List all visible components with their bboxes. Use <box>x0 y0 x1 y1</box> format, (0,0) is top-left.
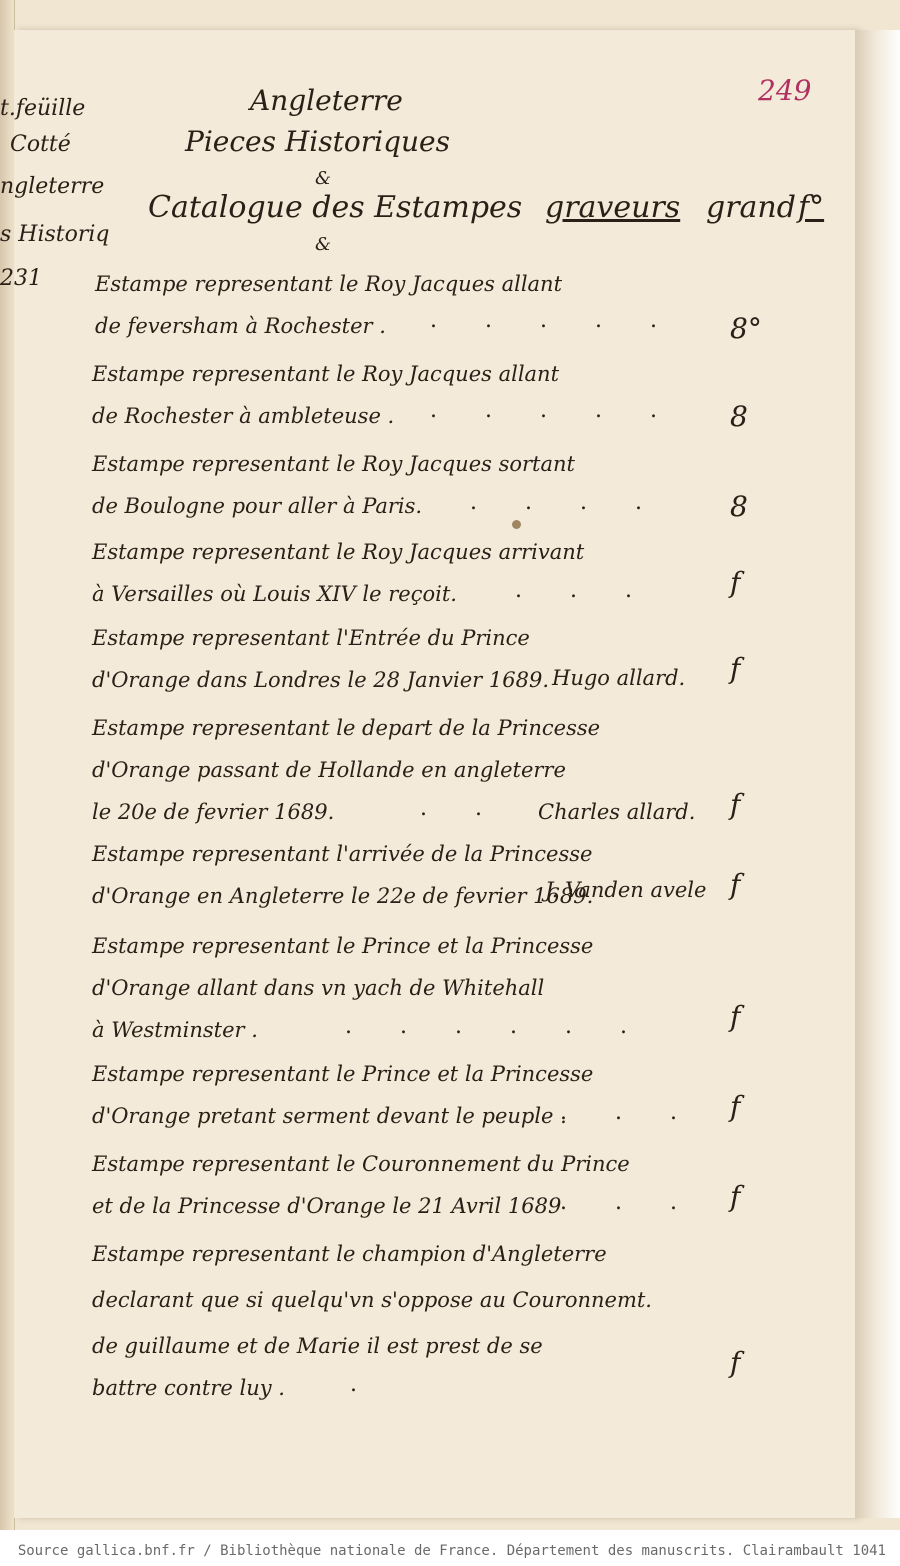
margin-note: Cotté <box>10 132 71 157</box>
format-mark: 8 <box>730 490 748 523</box>
leader-dots: .. <box>420 796 530 821</box>
entry-line: Estampe representant l'arrivée de la Princesse <box>92 842 593 866</box>
entry-line: declarant que si quelqu'vn s'oppose au Couronnemt. <box>92 1288 652 1312</box>
entry-line: le 20e de fevrier 1689. <box>92 800 335 824</box>
column-folio: f° <box>798 190 825 225</box>
heading-angleterre: Angleterre <box>250 84 403 117</box>
entry-line: de Boulogne pour aller à Paris. <box>92 494 423 518</box>
format-mark: f <box>730 652 741 685</box>
entry-line: et de la Princesse d'Orange le 21 Avril 1689 <box>92 1194 562 1218</box>
leader-dots: ... <box>560 1190 725 1215</box>
entry-line: à Versailles où Louis XIV le reçoit. <box>92 582 457 606</box>
margin-note: 231 <box>0 266 42 291</box>
column-graveurs: graveurs <box>545 190 681 225</box>
entry-line: Estampe representant l'Entrée du Prince <box>92 626 530 650</box>
format-mark: f <box>730 1346 741 1379</box>
entry-line: d'Orange passant de Hollande en angleterre <box>92 758 566 782</box>
entry-line: Estampe representant le depart de la Princesse <box>92 716 601 740</box>
engraver-name: Hugo allard. <box>552 666 686 690</box>
ampersand: & <box>315 234 332 255</box>
format-mark: f <box>730 1090 741 1123</box>
entry-line: Estampe representant le Roy Jacques allant <box>95 272 563 296</box>
leader-dots: ..... <box>430 308 705 333</box>
leader-dots: ..... <box>430 398 705 423</box>
engraver-name: Charles allard. <box>538 800 696 824</box>
entry-line: de feversham à Rochester . <box>95 314 386 338</box>
leader-dots: .... <box>470 490 690 515</box>
entry-line: d'Orange dans Londres le 28 Janvier 1689. <box>92 668 549 692</box>
format-mark: f <box>730 788 741 821</box>
format-mark: f <box>730 868 741 901</box>
entry-line: battre contre luy . <box>92 1376 285 1400</box>
leader-dots: ... <box>560 1100 725 1125</box>
entry-line: d'Orange pretant serment devant le peuple . <box>92 1104 567 1128</box>
leader-dots: ...... <box>345 1014 675 1039</box>
format-mark: 8 <box>730 400 748 433</box>
entry-line: Estampe representant le Roy Jacques allant <box>92 362 560 386</box>
entry-line: Estampe representant le Couronnement du Prince <box>92 1152 630 1176</box>
margin-note: t.feüille <box>0 96 86 121</box>
format-mark: 8° <box>730 312 762 345</box>
engraver-name: J. Vanden avele <box>545 878 707 902</box>
page-edge <box>855 30 900 1518</box>
format-mark: f <box>730 1180 741 1213</box>
entry-line: de Rochester à ambleteuse . <box>92 404 395 428</box>
entry-line: Estampe representant le champion d'Angleterre <box>92 1242 607 1266</box>
heading-pieces-historiques: Pieces Historiques <box>185 125 450 158</box>
leader-dots: . <box>350 1372 405 1397</box>
entry-line: d'Orange en Angleterre le 22e de fevrier 1689. <box>92 884 594 908</box>
format-mark: f <box>730 566 741 599</box>
entry-line: de guillaume et de Marie il est prest de se <box>92 1334 543 1358</box>
entry-line: d'Orange allant dans vn yach de Whitehall <box>92 976 545 1000</box>
format-mark: f <box>730 1000 741 1033</box>
entry-line: Estampe representant le Roy Jacques sortant <box>92 452 575 476</box>
margin-note: s Historiq <box>0 222 110 247</box>
entry-line: Estampe representant le Prince et la Princesse <box>92 934 594 958</box>
margin-note: ngleterre <box>0 174 105 199</box>
ink-spot <box>512 520 521 529</box>
leader-dots: ... <box>515 578 680 603</box>
column-grand: grand <box>706 190 796 225</box>
ampersand: & <box>315 168 332 189</box>
entry-line: Estampe representant le Prince et la Princesse <box>92 1062 594 1086</box>
entry-line: Estampe representant le Roy Jacques arrivant <box>92 540 585 564</box>
folio-number: 249 <box>758 74 812 107</box>
entry-line: à Westminster . <box>92 1018 258 1042</box>
heading-catalogue: Catalogue des Estampes <box>148 190 523 225</box>
source-footer: Source gallica.bnf.fr / Bibliothèque nationale de France. Département des manuscrits. Clairambault 1041 <box>0 1536 900 1566</box>
